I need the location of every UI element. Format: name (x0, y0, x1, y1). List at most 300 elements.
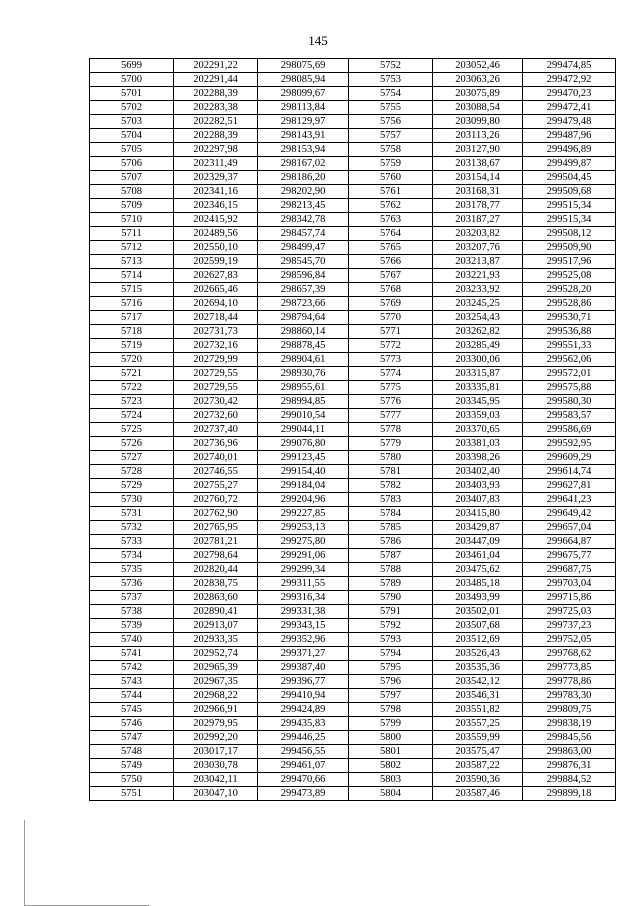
point-number-cell: 5790 (349, 591, 433, 605)
point-number-cell: 5701 (90, 87, 174, 101)
x-coordinate-cell: 203113,26 (433, 129, 523, 143)
table-row (90, 563, 616, 577)
table-row (90, 717, 616, 731)
table-row (90, 549, 616, 563)
point-number-cell: 5717 (90, 311, 174, 325)
table-row (90, 213, 616, 227)
table-row (90, 367, 616, 381)
x-coordinate-cell: 202346,15 (174, 199, 258, 213)
y-coordinate-cell: 299517,96 (523, 255, 616, 269)
table-row (90, 521, 616, 535)
point-number-cell: 5795 (349, 661, 433, 675)
page-number: 145 (308, 33, 328, 48)
x-coordinate-cell: 202729,55 (174, 367, 258, 381)
y-coordinate-cell: 298099,67 (258, 87, 349, 101)
x-coordinate-cell: 203245,25 (433, 297, 523, 311)
point-number-cell: 5703 (90, 115, 174, 129)
x-coordinate-cell: 202736,96 (174, 437, 258, 451)
y-coordinate-cell: 299424,89 (258, 703, 349, 717)
y-coordinate-cell: 299472,92 (523, 73, 616, 87)
x-coordinate-cell: 203398,26 (433, 451, 523, 465)
y-coordinate-cell: 299536,88 (523, 325, 616, 339)
x-coordinate-cell: 203587,22 (433, 759, 523, 773)
x-coordinate-cell: 202838,75 (174, 577, 258, 591)
x-coordinate-cell: 203381,03 (433, 437, 523, 451)
y-coordinate-cell: 298930,76 (258, 367, 349, 381)
y-coordinate-cell: 298153,94 (258, 143, 349, 157)
table-row (90, 143, 616, 157)
y-coordinate-cell: 299687,75 (523, 563, 616, 577)
y-coordinate-cell: 299675,77 (523, 549, 616, 563)
y-coordinate-cell: 298794,64 (258, 311, 349, 325)
x-coordinate-cell: 203335,81 (433, 381, 523, 395)
table-row (90, 661, 616, 675)
x-coordinate-cell: 203168,31 (433, 185, 523, 199)
point-number-cell: 5746 (90, 717, 174, 731)
x-coordinate-cell: 202968,22 (174, 689, 258, 703)
point-number-cell: 5700 (90, 73, 174, 87)
point-number-cell: 5724 (90, 409, 174, 423)
table-row (90, 437, 616, 451)
point-number-cell: 5802 (349, 759, 433, 773)
y-coordinate-cell: 299530,71 (523, 311, 616, 325)
x-coordinate-cell: 203485,18 (433, 577, 523, 591)
y-coordinate-cell: 299154,40 (258, 465, 349, 479)
margin-line (24, 820, 25, 905)
table-row (90, 101, 616, 115)
x-coordinate-cell: 202731,73 (174, 325, 258, 339)
x-coordinate-cell: 203493,99 (433, 591, 523, 605)
x-coordinate-cell: 202694,10 (174, 297, 258, 311)
y-coordinate-cell: 298545,70 (258, 255, 349, 269)
point-number-cell: 5733 (90, 535, 174, 549)
x-coordinate-cell: 202965,39 (174, 661, 258, 675)
point-number-cell: 5793 (349, 633, 433, 647)
point-number-cell: 5754 (349, 87, 433, 101)
y-coordinate-cell: 299884,52 (523, 773, 616, 787)
x-coordinate-cell: 203030,78 (174, 759, 258, 773)
y-coordinate-cell: 298085,94 (258, 73, 349, 87)
table-row (90, 353, 616, 367)
y-coordinate-cell: 299509,90 (523, 241, 616, 255)
table-row (90, 283, 616, 297)
x-coordinate-cell: 202762,90 (174, 507, 258, 521)
y-coordinate-cell: 298994,85 (258, 395, 349, 409)
y-coordinate-cell: 299479,48 (523, 115, 616, 129)
y-coordinate-cell: 298596,84 (258, 269, 349, 283)
y-coordinate-cell: 298499,47 (258, 241, 349, 255)
x-coordinate-cell: 203557,25 (433, 717, 523, 731)
point-number-cell: 5777 (349, 409, 433, 423)
table-row (90, 535, 616, 549)
x-coordinate-cell: 202992,20 (174, 731, 258, 745)
x-coordinate-cell: 202729,55 (174, 381, 258, 395)
y-coordinate-cell: 298457,74 (258, 227, 349, 241)
y-coordinate-cell: 299649,42 (523, 507, 616, 521)
x-coordinate-cell: 202765,95 (174, 521, 258, 535)
point-number-cell: 5791 (349, 605, 433, 619)
x-coordinate-cell: 202913,07 (174, 619, 258, 633)
y-coordinate-cell: 299715,86 (523, 591, 616, 605)
y-coordinate-cell: 299227,85 (258, 507, 349, 521)
point-number-cell: 5773 (349, 353, 433, 367)
x-coordinate-cell: 202952,74 (174, 647, 258, 661)
point-number-cell: 5741 (90, 647, 174, 661)
point-number-cell: 5723 (90, 395, 174, 409)
y-coordinate-cell: 299275,80 (258, 535, 349, 549)
point-number-cell: 5759 (349, 157, 433, 171)
x-coordinate-cell: 202291,22 (174, 59, 258, 73)
table-row (90, 241, 616, 255)
point-number-cell: 5783 (349, 493, 433, 507)
x-coordinate-cell: 203052,46 (433, 59, 523, 73)
y-coordinate-cell: 298955,61 (258, 381, 349, 395)
x-coordinate-cell: 203127,90 (433, 143, 523, 157)
point-number-cell: 5789 (349, 577, 433, 591)
table-row (90, 745, 616, 759)
y-coordinate-cell: 299809,75 (523, 703, 616, 717)
table-row (90, 479, 616, 493)
table-row (90, 339, 616, 353)
y-coordinate-cell: 298723,66 (258, 297, 349, 311)
point-number-cell: 5722 (90, 381, 174, 395)
x-coordinate-cell: 203207,76 (433, 241, 523, 255)
table-row (90, 171, 616, 185)
point-number-cell: 5715 (90, 283, 174, 297)
x-coordinate-cell: 202329,37 (174, 171, 258, 185)
point-number-cell: 5758 (349, 143, 433, 157)
y-coordinate-cell: 298202,90 (258, 185, 349, 199)
y-coordinate-cell: 299496,89 (523, 143, 616, 157)
y-coordinate-cell: 298167,02 (258, 157, 349, 171)
table-row (90, 395, 616, 409)
point-number-cell: 5786 (349, 535, 433, 549)
table-row (90, 115, 616, 129)
table-row (90, 759, 616, 773)
x-coordinate-cell: 203546,31 (433, 689, 523, 703)
x-coordinate-cell: 203088,54 (433, 101, 523, 115)
y-coordinate-cell: 298186,20 (258, 171, 349, 185)
y-coordinate-cell: 299725,03 (523, 605, 616, 619)
x-coordinate-cell: 203203,82 (433, 227, 523, 241)
table-row (90, 465, 616, 479)
x-coordinate-cell: 202282,51 (174, 115, 258, 129)
point-number-cell: 5798 (349, 703, 433, 717)
point-number-cell: 5702 (90, 101, 174, 115)
table-row (90, 675, 616, 689)
point-number-cell: 5714 (90, 269, 174, 283)
point-number-cell: 5801 (349, 745, 433, 759)
y-coordinate-cell: 299509,68 (523, 185, 616, 199)
point-number-cell: 5709 (90, 199, 174, 213)
x-coordinate-cell: 202291,44 (174, 73, 258, 87)
x-coordinate-cell: 203587,46 (433, 787, 523, 801)
point-number-cell: 5757 (349, 129, 433, 143)
y-coordinate-cell: 298878,45 (258, 339, 349, 353)
x-coordinate-cell: 202732,60 (174, 409, 258, 423)
coordinates-table (89, 58, 616, 801)
table-row (90, 381, 616, 395)
table-row (90, 73, 616, 87)
x-coordinate-cell: 203213,87 (433, 255, 523, 269)
x-coordinate-cell: 202415,92 (174, 213, 258, 227)
y-coordinate-cell: 299614,74 (523, 465, 616, 479)
x-coordinate-cell: 202311,49 (174, 157, 258, 171)
point-number-cell: 5770 (349, 311, 433, 325)
point-number-cell: 5718 (90, 325, 174, 339)
x-coordinate-cell: 203512,69 (433, 633, 523, 647)
x-coordinate-cell: 202297,98 (174, 143, 258, 157)
x-coordinate-cell: 203221,93 (433, 269, 523, 283)
x-coordinate-cell: 202730,42 (174, 395, 258, 409)
point-number-cell: 5753 (349, 73, 433, 87)
table-row (90, 731, 616, 745)
point-number-cell: 5713 (90, 255, 174, 269)
point-number-cell: 5749 (90, 759, 174, 773)
y-coordinate-cell: 299845,56 (523, 731, 616, 745)
point-number-cell: 5781 (349, 465, 433, 479)
x-coordinate-cell: 202798,64 (174, 549, 258, 563)
point-number-cell: 5774 (349, 367, 433, 381)
y-coordinate-cell: 298075,69 (258, 59, 349, 73)
y-coordinate-cell: 299044,11 (258, 423, 349, 437)
point-number-cell: 5756 (349, 115, 433, 129)
y-coordinate-cell: 299487,96 (523, 129, 616, 143)
point-number-cell: 5796 (349, 675, 433, 689)
y-coordinate-cell: 299461,07 (258, 759, 349, 773)
x-coordinate-cell: 203345,95 (433, 395, 523, 409)
x-coordinate-cell: 203415,80 (433, 507, 523, 521)
x-coordinate-cell: 203447,09 (433, 535, 523, 549)
x-coordinate-cell: 203233,92 (433, 283, 523, 297)
x-coordinate-cell: 203502,01 (433, 605, 523, 619)
y-coordinate-cell: 299311,55 (258, 577, 349, 591)
y-coordinate-cell: 299504,45 (523, 171, 616, 185)
y-coordinate-cell: 298143,91 (258, 129, 349, 143)
x-coordinate-cell: 202550,10 (174, 241, 258, 255)
y-coordinate-cell: 299456,55 (258, 745, 349, 759)
table-row (90, 409, 616, 423)
y-coordinate-cell: 299316,34 (258, 591, 349, 605)
table-row (90, 493, 616, 507)
point-number-cell: 5710 (90, 213, 174, 227)
point-number-cell: 5728 (90, 465, 174, 479)
x-coordinate-cell: 203526,43 (433, 647, 523, 661)
point-number-cell: 5799 (349, 717, 433, 731)
point-number-cell: 5742 (90, 661, 174, 675)
y-coordinate-cell: 299609,29 (523, 451, 616, 465)
x-coordinate-cell: 202283,38 (174, 101, 258, 115)
y-coordinate-cell: 298113,84 (258, 101, 349, 115)
y-coordinate-cell: 299627,81 (523, 479, 616, 493)
y-coordinate-cell: 299253,13 (258, 521, 349, 535)
point-number-cell: 5738 (90, 605, 174, 619)
x-coordinate-cell: 203359,03 (433, 409, 523, 423)
y-coordinate-cell: 299352,96 (258, 633, 349, 647)
y-coordinate-cell: 299291,06 (258, 549, 349, 563)
x-coordinate-cell: 203551,82 (433, 703, 523, 717)
table-row (90, 269, 616, 283)
x-coordinate-cell: 203559,99 (433, 731, 523, 745)
y-coordinate-cell: 299876,31 (523, 759, 616, 773)
table-row (90, 773, 616, 787)
point-number-cell: 5785 (349, 521, 433, 535)
point-number-cell: 5780 (349, 451, 433, 465)
x-coordinate-cell: 202718,44 (174, 311, 258, 325)
x-coordinate-cell: 203403,93 (433, 479, 523, 493)
point-number-cell: 5707 (90, 171, 174, 185)
x-coordinate-cell: 202781,21 (174, 535, 258, 549)
y-coordinate-cell: 299343,15 (258, 619, 349, 633)
y-coordinate-cell: 299470,66 (258, 773, 349, 787)
point-number-cell: 5743 (90, 675, 174, 689)
table-row (90, 297, 616, 311)
table-row (90, 129, 616, 143)
x-coordinate-cell: 202288,39 (174, 129, 258, 143)
coordinates-table-body (90, 59, 616, 801)
x-coordinate-cell: 202967,35 (174, 675, 258, 689)
point-number-cell: 5779 (349, 437, 433, 451)
y-coordinate-cell: 299371,27 (258, 647, 349, 661)
y-coordinate-cell: 298860,14 (258, 325, 349, 339)
point-number-cell: 5751 (90, 787, 174, 801)
y-coordinate-cell: 299773,85 (523, 661, 616, 675)
x-coordinate-cell: 203429,87 (433, 521, 523, 535)
y-coordinate-cell: 299528,20 (523, 283, 616, 297)
point-number-cell: 5784 (349, 507, 433, 521)
x-coordinate-cell: 203187,27 (433, 213, 523, 227)
x-coordinate-cell: 203507,68 (433, 619, 523, 633)
y-coordinate-cell: 299583,57 (523, 409, 616, 423)
table-row (90, 325, 616, 339)
point-number-cell: 5711 (90, 227, 174, 241)
x-coordinate-cell: 203285,49 (433, 339, 523, 353)
point-number-cell: 5788 (349, 563, 433, 577)
x-coordinate-cell: 203075,89 (433, 87, 523, 101)
point-number-cell: 5762 (349, 199, 433, 213)
x-coordinate-cell: 203590,36 (433, 773, 523, 787)
table-row (90, 591, 616, 605)
point-number-cell: 5699 (90, 59, 174, 73)
x-coordinate-cell: 203154,14 (433, 171, 523, 185)
point-number-cell: 5727 (90, 451, 174, 465)
x-coordinate-cell: 202746,55 (174, 465, 258, 479)
point-number-cell: 5745 (90, 703, 174, 717)
y-coordinate-cell: 299863,00 (523, 745, 616, 759)
x-coordinate-cell: 203254,43 (433, 311, 523, 325)
point-number-cell: 5716 (90, 297, 174, 311)
point-number-cell: 5721 (90, 367, 174, 381)
point-number-cell: 5763 (349, 213, 433, 227)
y-coordinate-cell: 299204,96 (258, 493, 349, 507)
y-coordinate-cell: 299783,30 (523, 689, 616, 703)
point-number-cell: 5736 (90, 577, 174, 591)
y-coordinate-cell: 299657,04 (523, 521, 616, 535)
y-coordinate-cell: 298904,61 (258, 353, 349, 367)
y-coordinate-cell: 299076,80 (258, 437, 349, 451)
point-number-cell: 5744 (90, 689, 174, 703)
table-row (90, 605, 616, 619)
x-coordinate-cell: 203017,17 (174, 745, 258, 759)
x-coordinate-cell: 203542,12 (433, 675, 523, 689)
point-number-cell: 5708 (90, 185, 174, 199)
y-coordinate-cell: 299778,86 (523, 675, 616, 689)
y-coordinate-cell: 299331,38 (258, 605, 349, 619)
table-row (90, 703, 616, 717)
x-coordinate-cell: 203461,04 (433, 549, 523, 563)
y-coordinate-cell: 299123,45 (258, 451, 349, 465)
x-coordinate-cell: 202966,91 (174, 703, 258, 717)
x-coordinate-cell: 202599,19 (174, 255, 258, 269)
table-row (90, 647, 616, 661)
y-coordinate-cell: 299899,18 (523, 787, 616, 801)
x-coordinate-cell: 202489,56 (174, 227, 258, 241)
y-coordinate-cell: 298129,97 (258, 115, 349, 129)
y-coordinate-cell: 299562,06 (523, 353, 616, 367)
y-coordinate-cell: 299572,01 (523, 367, 616, 381)
point-number-cell: 5772 (349, 339, 433, 353)
x-coordinate-cell: 203407,83 (433, 493, 523, 507)
y-coordinate-cell: 298213,45 (258, 199, 349, 213)
x-coordinate-cell: 202755,27 (174, 479, 258, 493)
y-coordinate-cell: 299410,94 (258, 689, 349, 703)
table-row (90, 87, 616, 101)
point-number-cell: 5731 (90, 507, 174, 521)
point-number-cell: 5765 (349, 241, 433, 255)
point-number-cell: 5800 (349, 731, 433, 745)
y-coordinate-cell: 299586,69 (523, 423, 616, 437)
x-coordinate-cell: 203063,26 (433, 73, 523, 87)
point-number-cell: 5766 (349, 255, 433, 269)
y-coordinate-cell: 299515,34 (523, 199, 616, 213)
point-number-cell: 5776 (349, 395, 433, 409)
y-coordinate-cell: 299472,41 (523, 101, 616, 115)
table-row (90, 185, 616, 199)
point-number-cell: 5719 (90, 339, 174, 353)
x-coordinate-cell: 203178,77 (433, 199, 523, 213)
point-number-cell: 5729 (90, 479, 174, 493)
x-coordinate-cell: 203262,82 (433, 325, 523, 339)
point-number-cell: 5705 (90, 143, 174, 157)
table-row (90, 451, 616, 465)
table-row (90, 633, 616, 647)
y-coordinate-cell: 299499,87 (523, 157, 616, 171)
y-coordinate-cell: 299184,04 (258, 479, 349, 493)
point-number-cell: 5768 (349, 283, 433, 297)
point-number-cell: 5706 (90, 157, 174, 171)
y-coordinate-cell: 299703,04 (523, 577, 616, 591)
point-number-cell: 5739 (90, 619, 174, 633)
point-number-cell: 5725 (90, 423, 174, 437)
table-row (90, 577, 616, 591)
y-coordinate-cell: 299592,95 (523, 437, 616, 451)
x-coordinate-cell: 202288,39 (174, 87, 258, 101)
x-coordinate-cell: 203047,10 (174, 787, 258, 801)
point-number-cell: 5803 (349, 773, 433, 787)
x-coordinate-cell: 202729,99 (174, 353, 258, 367)
x-coordinate-cell: 202890,41 (174, 605, 258, 619)
point-number-cell: 5792 (349, 619, 433, 633)
point-number-cell: 5794 (349, 647, 433, 661)
point-number-cell: 5769 (349, 297, 433, 311)
x-coordinate-cell: 203370,65 (433, 423, 523, 437)
point-number-cell: 5787 (349, 549, 433, 563)
table-row (90, 59, 616, 73)
x-coordinate-cell: 202627,83 (174, 269, 258, 283)
point-number-cell: 5771 (349, 325, 433, 339)
point-number-cell: 5778 (349, 423, 433, 437)
x-coordinate-cell: 202740,01 (174, 451, 258, 465)
